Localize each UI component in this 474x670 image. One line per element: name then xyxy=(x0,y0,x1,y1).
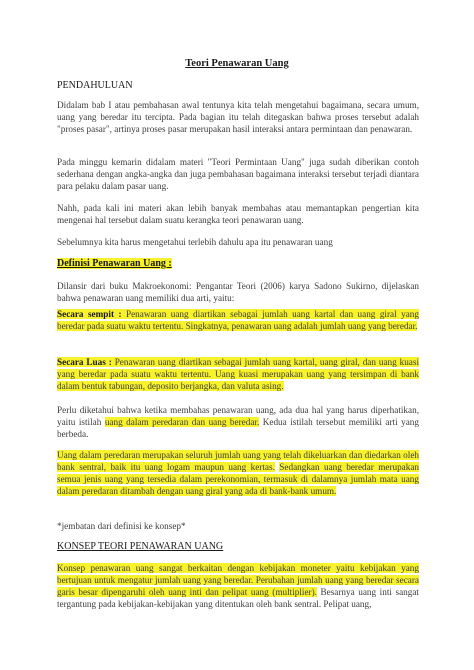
secara-sempit-label: Secara sempit : xyxy=(57,309,122,319)
secara-sempit-text: Penawaran uang diartikan sebagai jumlah uang kartal dan uang giral yang beredar pada suatu waktu tertentu. Singkatnya, penawaran uang adalah jumlah uang yang beredar. xyxy=(57,309,419,331)
paragraph-sebelumnya: Sebelumnya kita harus mengetahui terlebih dahulu apa itu penawaran uang xyxy=(57,237,333,247)
paragraph-intro: Didalam bab I atau pembahasan awal tentunya kita telah mengetahui bagaimana, secara umum, uang yang beredar itu tercipta. Pada bagian itu telah ditegaskan bahwa proses tersebut adalah "proses pasar", artinya proses pasar merupakan hasil interaksi antara permintaan dan penawaran. xyxy=(57,100,419,134)
perlu-text-post: Kedua istilah tersebut memiliki arti yang berbeda. xyxy=(57,417,419,439)
paragraph-permintaan: Pada minggu kemarin didalam materi "Teori Permintaan Uang" juga sudah diberikan contoh sederhana dengan angka-angka dan juga pembahasan bagaimana interaksi tersebut terjadi diantara para pelaku dalam pasar uang. xyxy=(57,157,419,191)
section-heading-konsep xyxy=(57,541,223,552)
definisi-heading-text: Definisi Penawaran Uang : xyxy=(57,258,172,269)
document-title: Teori Penawaran Uang xyxy=(185,58,289,69)
section-heading-pendahuluan: PENDAHULUAN xyxy=(57,80,133,91)
paragraph-nahh: Nahh, pada kali ini materi akan lebih banyak membahas atau memantapkan pengertian kita mengenai hal tersebut dalam suatu kerangka teori penawaran uang. xyxy=(57,203,419,225)
perlu-text-highlight: uang dalam peredaran dan uang beredar. xyxy=(104,417,260,427)
perlu-text-pre: Perlu diketahui bahwa ketika membahas penawaran uang, ada dua hal yang harus diperhatikan, yaitu istilah xyxy=(57,405,419,427)
secara-luas-text: Penawaran uang diartikan sebagai jumlah uang kartal, uang giral, dan uang kuasi yang beredar pada suatu waktu tertentu. Uang kuasi merupakan uang yang tersimpan di bank dalam bentuk tabungan, deposito berjangka, dan valuta asing. xyxy=(57,357,420,391)
paragraph-perlu xyxy=(57,404,419,440)
paragraph-konsep xyxy=(57,562,419,610)
peredaran-highlight-1: Uang dalam peredaran merupakan seluruh jumlah uang yang telah dikeluarkan dan diedarkan oleh bank sentral, baik itu uang logam maupun uang kertas. xyxy=(57,450,419,472)
paragraph-uang-dalam-peredaran xyxy=(57,449,419,497)
jembatan-note: *jembatan dari definisi ke konsep* xyxy=(57,521,186,531)
paragraph-secara-luas xyxy=(57,356,419,392)
section-heading-definisi xyxy=(57,258,172,269)
konsep-heading-text: KONSEP TEORI PENAWARAN UANG xyxy=(57,541,224,552)
paragraph-dilansir: Dilansir dari buku Makroekonomi: Pengantar Teori (2006) karya Sadono Sukirno, dijelaskan bahwa penawaran uang memiliki dua arti, yaitu: xyxy=(57,281,419,303)
peredaran-highlight-2: Sedangkan uang beredar merupakan semua jenis uang yang tersedia dalam perekonomian, termasuk di dalamnya jumlah mata uang dalam peredaran ditambah dengan uang giral yang ada di bank-bank umum. xyxy=(57,462,420,496)
konsep-text-post: Besarnya uang inti sangat tergantung pada kebijakan-kebijakan yang ditentukan oleh bank sentral. Pelipat uang, xyxy=(57,587,419,609)
konsep-highlight: Konsep penawaran uang sangat berkaitan dengan kebijakan moneter yaitu kebijakan yang bertujuan untuk mengatur jumlah uang yang beredar. Perubahan jumlah uang yang beredar secara garis besar dipengaruhi oleh uang inti dan pelipat uang (multiplier). xyxy=(57,563,419,597)
secara-luas-label: Secara Luas : xyxy=(57,357,112,367)
paragraph-secara-sempit xyxy=(57,308,419,332)
